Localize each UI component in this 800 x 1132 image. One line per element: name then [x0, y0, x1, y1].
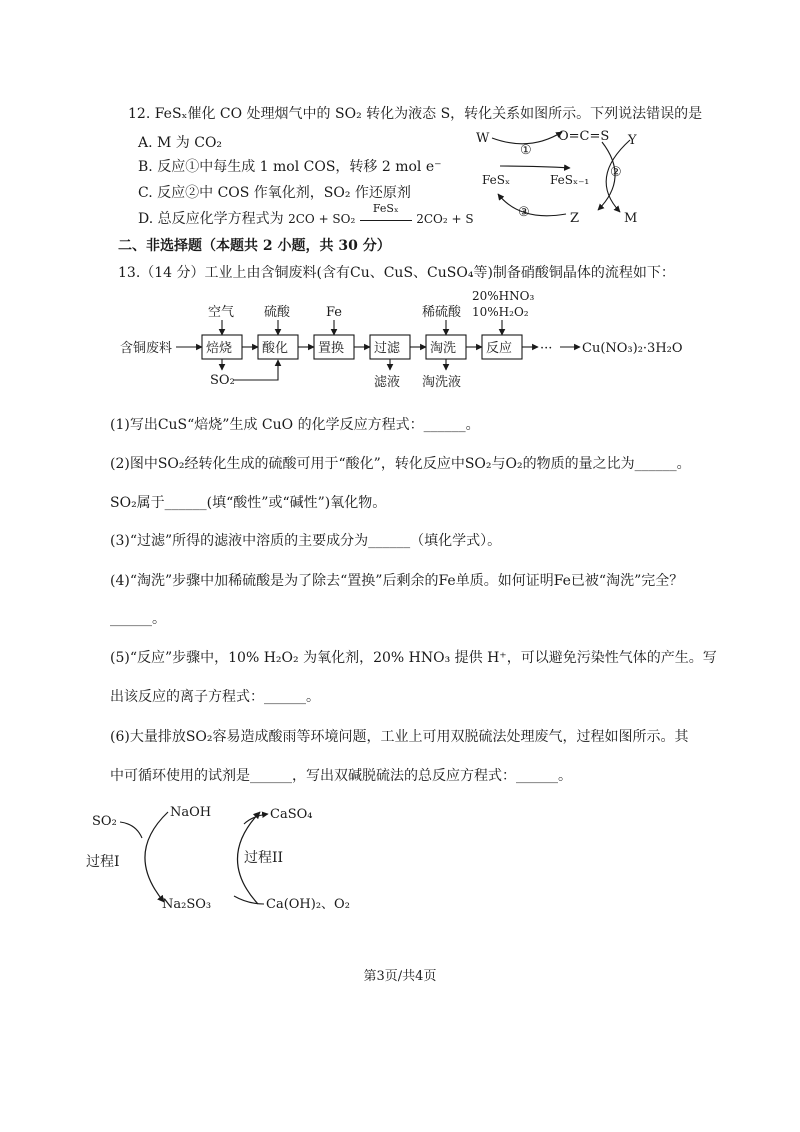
q12-stem: 12. FeSₓ催化 CO 处理烟气中的 SO₂ 转化为液态 S，转化关系如图所示。下列说法错误的是: [128, 106, 703, 122]
flow-so2: SO₂: [210, 373, 235, 388]
q13-sub2a: (2)图中SO₂经转化生成的硫酸可用于“酸化”，转化反应中SO₂与O₂的物质的量之比为______。: [110, 456, 691, 472]
q13-sub5a: (5)“反应”步骤中，10% H₂O₂ 为氧化剂，20% HNO₃ 提供 H⁺，可以避免污染性气体的产生。写: [110, 650, 717, 666]
q12-option-b: B. 反应①中每生成 1 mol COS，转移 2 mol e⁻: [138, 159, 442, 175]
arrow-1-top: [492, 132, 562, 144]
q13-sub1: (1)写出CuS“焙烧”生成 CuO 的化学反应方程式：______。: [110, 417, 480, 433]
q13-sub4a: (4)“淘洗”步骤中加稀硫酸是为了除去“置换”后剩余的Fe单质。如何证明Fe已被“淘洗”完全？: [110, 573, 684, 589]
flow-input-dilute: 稀硫酸: [422, 305, 462, 320]
cycle-caoh2: Ca(OH)₂、O₂: [266, 897, 350, 912]
arrow-so2-in: [120, 822, 142, 838]
q13-flow-chart: [110, 286, 690, 396]
flow-so2-recycle: [234, 360, 278, 380]
q13-stem: 13.（14 分）工业上由含铜废料(含有Cu、CuS、CuSO₄等)制备硝酸铜晶体的流程如下：: [118, 265, 675, 281]
q12-option-c: C. 反应②中 COS 作氧化剂，SO₂ 作还原剂: [138, 185, 411, 201]
flow-dots: ···: [540, 341, 553, 356]
flow-input-sulfuric: 硫酸: [264, 305, 291, 320]
page-footer: 第3页/共4页: [363, 969, 437, 984]
m-label: M: [624, 211, 638, 226]
arrow-caoh2-in: [234, 896, 264, 904]
flow-step-6: 反应: [486, 341, 513, 356]
flow-input-fe: Fe: [326, 305, 343, 320]
q12-cycle-diagram: [470, 118, 670, 238]
flow-input-air: 空气: [208, 305, 235, 320]
q13-sub4b: ______。: [110, 611, 166, 627]
y-label: Y: [628, 133, 637, 148]
q12-option-a: A. M 为 CO₂: [138, 135, 223, 151]
q13-sub6b: 中可循环使用的试剂是______，写出双碱脱硫法的总反应方程式：______。: [110, 768, 572, 784]
double-alkali-diagram: [84, 800, 384, 925]
q12-option-d-catalyst: FeSₓ: [372, 201, 399, 215]
q12-option-d-products: 2CO₂ + S: [416, 212, 474, 226]
cycle-process-1: 过程I: [86, 854, 120, 870]
flow-step-4: 过滤: [374, 341, 401, 356]
flow-step-5: 淘洗: [430, 341, 457, 356]
cycle-naoh: NaOH: [170, 805, 212, 820]
flow-wash-liquid: 淘洗液: [422, 375, 462, 390]
circle-2: ②: [610, 165, 622, 180]
flow-step-3: 置换: [318, 341, 345, 356]
cycle-caso4: CaSO₄: [270, 807, 313, 822]
flow-input-hno3: 20%HNO₃: [472, 289, 535, 303]
section-2-title: 二、非选择题（本题共 2 小题，共 30 分）: [118, 238, 391, 254]
ocs-label: O=C=S: [558, 129, 610, 144]
arrow-3: [498, 194, 566, 216]
q12-option-d-reactants: 2CO + SO₂: [288, 212, 356, 226]
fesx1-label: FeSₓ₋₁: [550, 173, 590, 187]
q13-sub6a: (6)大量排放SO₂容易造成酸雨等环境问题，工业上可用双脱硫法处理废气，过程如图所示。其: [110, 729, 689, 745]
q13-sub3: (3)“过滤”所得的滤液中溶质的主要成分为______（填化学式）。: [110, 533, 502, 549]
circle-3: ③: [518, 205, 530, 220]
cycle-process-2: 过程II: [244, 850, 284, 866]
arrow-1-mid: [500, 166, 570, 168]
w-label: W: [476, 131, 490, 146]
q12-catalyst-arrow: [360, 201, 412, 221]
cycle-so2: SO₂: [92, 814, 117, 829]
flow-step-2: 酸化: [262, 341, 289, 356]
q12-option-d-prefix: D. 总反应化学方程式为: [138, 211, 284, 227]
circle-1: ①: [520, 143, 532, 158]
flow-start: 含铜废料: [120, 341, 173, 356]
z-label: Z: [570, 211, 580, 226]
cycle-na2so3: Na₂SO₃: [162, 897, 212, 912]
q13-sub5b: 出该反应的离子方程式：______。: [110, 689, 320, 705]
arc-process-1: [145, 812, 168, 902]
q12-option-d: [138, 201, 474, 228]
flow-filtrate: 滤液: [374, 375, 401, 390]
flow-input-h2o2: 10%H₂O₂: [472, 305, 529, 319]
fesx-label: FeSₓ: [482, 173, 511, 187]
flow-product: Cu(NO₃)₂·3H₂O: [582, 341, 683, 356]
flow-step-1: 焙烧: [206, 341, 233, 356]
q13-sub2b: SO₂属于______(填“酸性”或“碱性”)氧化物。: [110, 495, 387, 511]
